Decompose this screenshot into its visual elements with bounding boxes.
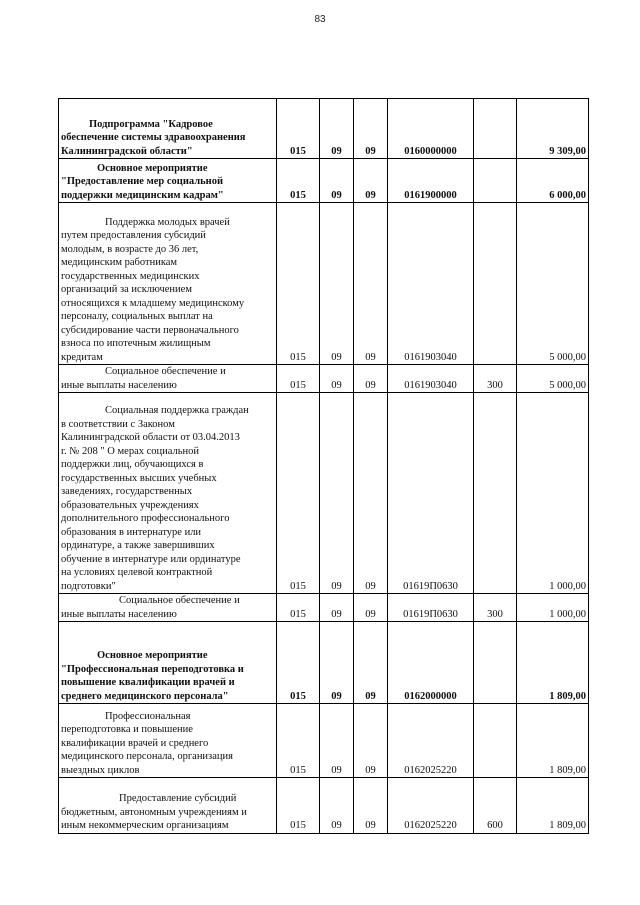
target-article-code: 0162025220 (388, 778, 474, 834)
section-code: 09 (320, 393, 354, 594)
row-name (59, 365, 277, 393)
row-name (59, 704, 277, 778)
target-article-code: 0161903040 (388, 203, 474, 365)
row-name (59, 778, 277, 834)
amount: 1 000,00 (517, 594, 589, 622)
subsection-code: 09 (354, 704, 388, 778)
expense-type-code: 300 (474, 365, 517, 393)
row-name (59, 393, 277, 594)
row-name-text: Подпрограмма "Кадровое обеспечение системы здравоохранения Калининградской области" (61, 118, 246, 157)
table-row (59, 594, 589, 622)
subsection-code: 09 (354, 203, 388, 365)
row-name (59, 594, 277, 622)
table-row (59, 704, 589, 778)
target-article-code: 01619П0630 (388, 594, 474, 622)
page-number: 83 (314, 14, 326, 25)
table-row (59, 393, 589, 594)
amount: 1 809,00 (517, 704, 589, 778)
table-row (59, 159, 589, 203)
expense-type-code (474, 159, 517, 203)
subsection-code: 09 (354, 99, 388, 159)
amount: 9 309,00 (517, 99, 589, 159)
subsection-code: 09 (354, 594, 388, 622)
expense-type-code: 300 (474, 594, 517, 622)
section-code: 09 (320, 159, 354, 203)
target-article-code: 0162025220 (388, 704, 474, 778)
row-name-text: Основное мероприятие "Профессиональная переподготовка и повышение квалификации врачей и среднего медицинского персонала" (61, 650, 244, 702)
expense-type-code (474, 393, 517, 594)
budget-table-body (59, 99, 589, 834)
budget-table (58, 98, 589, 834)
admin-code: 015 (277, 393, 320, 594)
amount: 1 000,00 (517, 393, 589, 594)
table-row (59, 99, 589, 159)
table-row (59, 365, 589, 393)
subsection-code: 09 (354, 393, 388, 594)
subsection-code: 09 (354, 159, 388, 203)
admin-code: 015 (277, 365, 320, 393)
section-code: 09 (320, 99, 354, 159)
expense-type-code (474, 704, 517, 778)
section-code: 09 (320, 594, 354, 622)
target-article-code: 0162000000 (388, 622, 474, 704)
admin-code: 015 (277, 159, 320, 203)
table-row (59, 203, 589, 365)
section-code: 09 (320, 622, 354, 704)
row-name-text: Социальная поддержка граждан в соответствии с Законом Калининградской области от 03.04.2013 г. № 208 " О мерах социальной поддержки лиц, обучающихся в государственных высших учебных заведениях, государственных образовательных учреждениях дополнительного профессионального образования в интернатуре или ординатуре, а также завершивших обучение в интернатуре или ординатуре на условиях целевой контрактной подготовки" (61, 405, 249, 592)
subsection-code: 09 (354, 778, 388, 834)
expense-type-code (474, 622, 517, 704)
section-code: 09 (320, 203, 354, 365)
row-name-text: Основное мероприятие "Предоставление мер социальной поддержки медицинским кадрам" (61, 162, 224, 201)
target-article-code: 0160000000 (388, 99, 474, 159)
subsection-code: 09 (354, 622, 388, 704)
amount: 1 809,00 (517, 622, 589, 704)
amount: 6 000,00 (517, 159, 589, 203)
amount: 1 809,00 (517, 778, 589, 834)
target-article-code: 0161903040 (388, 365, 474, 393)
admin-code: 015 (277, 704, 320, 778)
row-name-text: Социальное обеспечение и иные выплаты населению (61, 595, 240, 620)
subsection-code: 09 (354, 365, 388, 393)
row-name-text: Профессиональная переподготовка и повышение квалификации врачей и среднего медицинского персонала, организация выездных циклов (61, 710, 233, 776)
target-article-code: 0161900000 (388, 159, 474, 203)
admin-code: 015 (277, 99, 320, 159)
row-name-text: Поддержка молодых врачей путем предоставления субсидий молодым, в возрасте до 36 лет, медицинским работникам государственных медицинских организаций за исключением относящихся к младшему медицинскому персоналу, социальных выплат на субсидирование части первоначального взноса по ипотечным жилищным кредитам (61, 216, 245, 363)
expense-type-code: 600 (474, 778, 517, 834)
target-article-code: 01619П0630 (388, 393, 474, 594)
admin-code: 015 (277, 778, 320, 834)
expense-type-code (474, 203, 517, 365)
amount: 5 000,00 (517, 365, 589, 393)
row-name (59, 159, 277, 203)
expense-type-code (474, 99, 517, 159)
section-code: 09 (320, 365, 354, 393)
admin-code: 015 (277, 594, 320, 622)
section-code: 09 (320, 704, 354, 778)
row-name-text: Предоставление субсидий бюджетным, автономным учреждениям и иным некоммерческим организациям (61, 793, 247, 831)
admin-code: 015 (277, 622, 320, 704)
section-code: 09 (320, 778, 354, 834)
row-name (59, 99, 277, 159)
amount: 5 000,00 (517, 203, 589, 365)
table-row (59, 778, 589, 834)
row-name (59, 203, 277, 365)
row-name (59, 622, 277, 704)
table-row (59, 622, 589, 704)
admin-code: 015 (277, 203, 320, 365)
row-name-text: Социальное обеспечение и иные выплаты населению (61, 366, 226, 391)
